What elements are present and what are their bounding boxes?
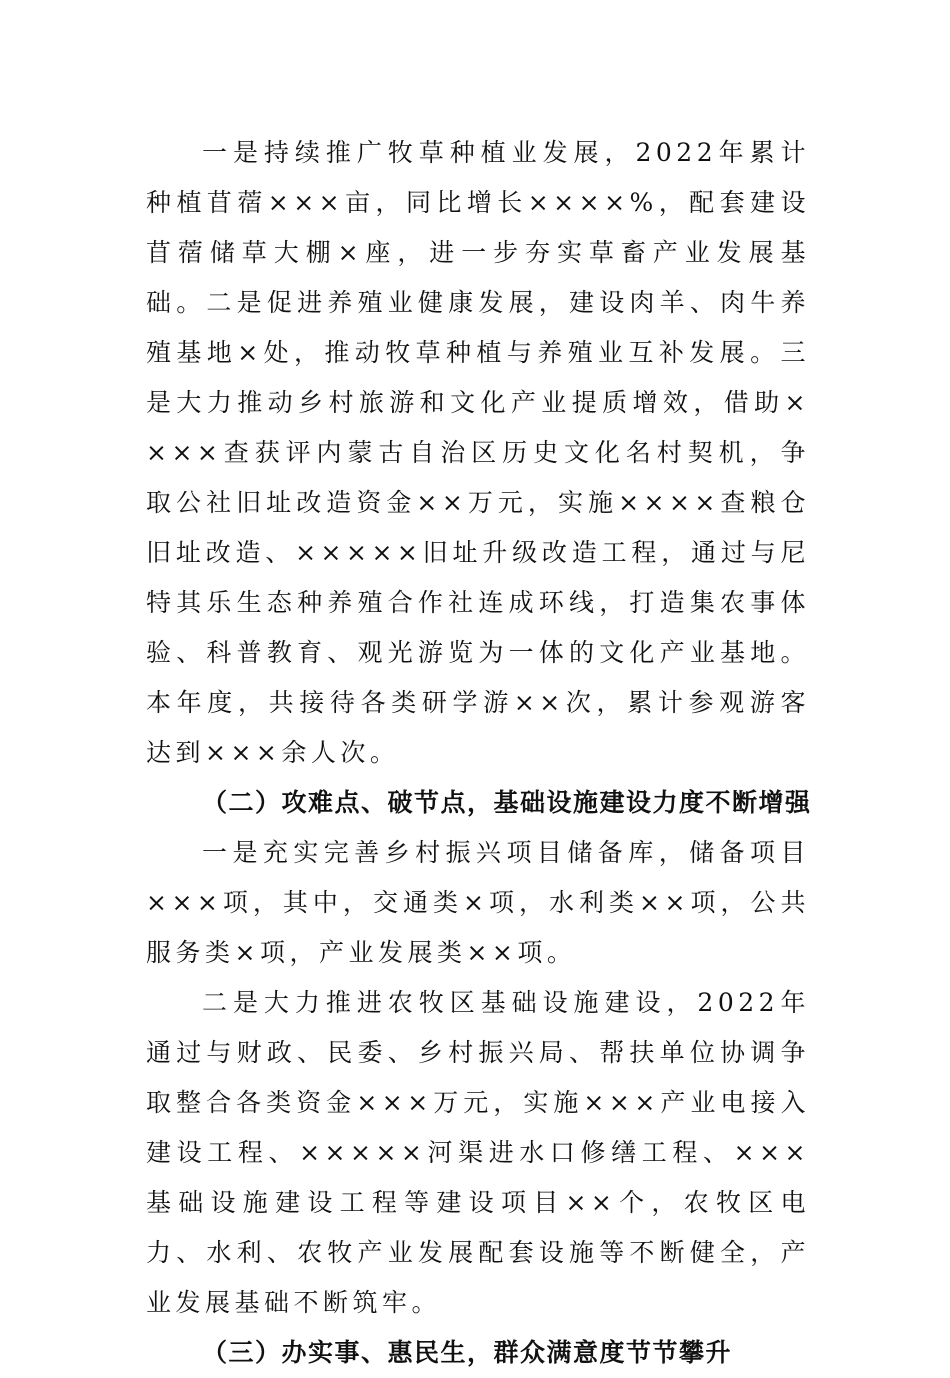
paragraph-industry-development: 一是持续推广牧草种植业发展，2022年累计种植苜蓿×××亩，同比增长××××%，配套建设苜蓿储草大棚×座，进一步夯实草畜产业发展基础。二是促进养殖业健康发展，建设肉羊、肉牛养殖基地×处，推动牧草种植与养殖业互补发展。三是大力推动乡村旅游和文化产业提质增效，借助××××查获评内蒙古自治区历史文化名村契机，争取公社旧址改造资金××万元，实施××××查粮仓旧址改造、×××××旧址升级改造工程，通过与尼特其乐生态种养殖合作社连成环线，打造集农事体验、科普教育、观光游览为一体的文化产业基地。本年度，共接待各类研学游××次，累计参观游客达到×××余人次。 [146,138,810,767]
paragraph-project-reserve: 一是充实完善乡村振兴项目储备库，储备项目×××项，其中，交通类×项，水利类××项，公共服务类×项，产业发展类××项。 [146,838,810,967]
paragraph-infrastructure-construction: 二是大力推进农牧区基础设施建设，2022年通过与财政、民委、乡村振兴局、帮扶单位协调争取整合各类资金×××万元，实施×××产业电接入建设工程、×××××河渠进水口修缮工程、×××基础设施建设工程等建设项目××个，农牧区电力、水利、农牧产业发展配套设施等不断健全，产业发展基础不断筑牢。 [146,988,810,1317]
section-heading-livelihood: （三）办实事、惠民生，群众满意度节节攀升 [202,1338,733,1367]
document-body [146,128,810,1378]
section-heading-infrastructure: （二）攻难点、破节点，基础设施建设力度不断增强 [202,788,812,817]
